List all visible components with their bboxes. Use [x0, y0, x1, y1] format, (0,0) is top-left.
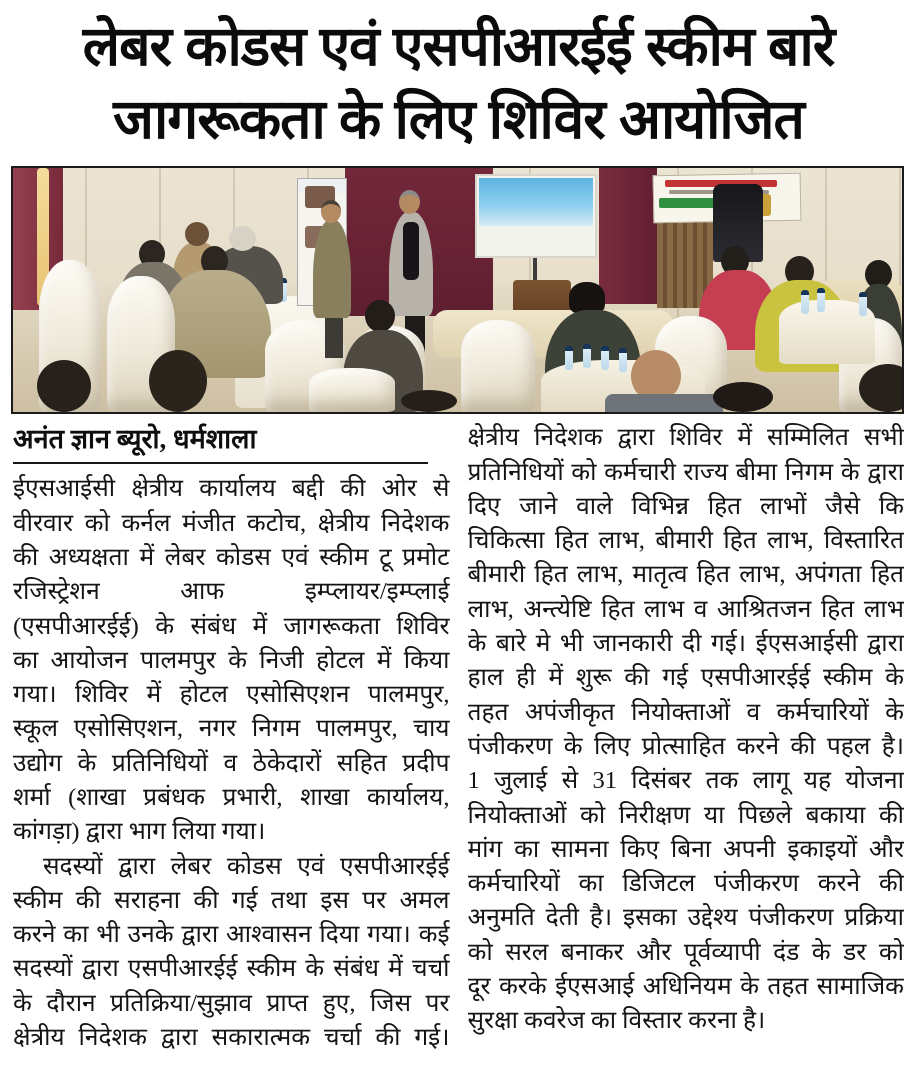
article-text-line: की अध्यक्षता में लेबर कोडस एवं स्कीम टू प्रमोट [13, 543, 450, 571]
newspaper-clipping [0, 10, 917, 1086]
article-left-text [13, 472, 450, 1055]
article-text-line: हाल ही में शुरू की गई एसपीआरईई स्कीम के [467, 664, 904, 692]
photo-chair [309, 368, 395, 412]
article-text-line: सदस्यों द्वारा लेबर कोडस एवं एसपीआरईई [43, 852, 450, 880]
article-text-line: करने का भी उनके द्वारा आश्वासन दिया गया। कई [13, 921, 450, 949]
headline [8, 10, 909, 156]
article-body [0, 414, 917, 1055]
article-text-line: क्षेत्रीय निदेशक द्वारा सकारात्मक चर्चा की गई। [13, 1024, 450, 1052]
photo-water-bottle [583, 344, 591, 368]
photo-water-bottle [619, 348, 627, 372]
article-left-column [13, 421, 450, 1055]
article-text-line: 1 जुलाई से 31 दिसंबर तक लागू यह योजना [467, 767, 904, 795]
photo-water-bottle [859, 292, 867, 316]
photo-foreground-head [713, 382, 773, 412]
photo-foreground-head [149, 350, 207, 412]
article-text-line: बीमारी हित लाभ, मातृत्व हित लाभ, अपंगता हित [467, 561, 904, 589]
photo-foreground-head [401, 390, 457, 412]
photo-screen-image [479, 178, 593, 226]
photo-water-bottle [817, 288, 825, 312]
article-text-line: कर्मचारियों का डिजिटल पंजीकरण करने की [467, 870, 904, 898]
article-text-line: का आयोजन पालमपुर के निजी होटल में किया [13, 646, 450, 674]
article-text-line: को सरल बनाकर और पूर्वव्यापी दंड के डर को [467, 938, 904, 966]
article-text-line: गया। शिविर में होटल एसोसिएशन पालमपुर, [13, 681, 450, 709]
photo-water-bottle [601, 346, 609, 370]
article-text-line: स्कीम की सराहना की गई तथा इस पर अमल [13, 886, 450, 914]
article-text-line: कांगड़ा) द्वारा भाग लिया गया। [13, 818, 266, 846]
photo-banner-green-box [659, 198, 717, 208]
article-text-line: तहत अपंजीकृत नियोक्ताओं व कर्मचारियों के [467, 698, 904, 726]
article-text-line: वीरवार को कर्नल मंजीत कटोच, क्षेत्रीय निदेशक [13, 509, 450, 537]
article-text-line: मांग का सामना किए बिना अपनी इकाइयों और [467, 835, 904, 863]
photo-wall-maroon-pillar [599, 168, 657, 304]
article-text-line: पंजीकरण के लिए प्रोत्साहित करने की पहल है। [467, 732, 904, 760]
byline: अनंत ज्ञान ब्यूरो, धर्मशाला [13, 424, 257, 455]
photo-foreground-shoulders [605, 394, 723, 412]
article-text-line: (एसपीआरईई) के संबंध में जागरूकता शिविर [13, 612, 450, 640]
headline-line-1: लेबर कोडस एवं एसपीआरईई स्कीम बारे [82, 15, 835, 77]
photo-speaker-khaki-vest [313, 220, 351, 318]
article-text-line: के बारे मे भी जानकारी दी गई। ईएसआईसी द्वारा [467, 630, 904, 658]
article-right-text [468, 421, 905, 1038]
photo-foreground-head [37, 360, 91, 412]
article-text-line: प्रतिनिधियों को कर्मचारी राज्य बीमा निगम के द्वारा [467, 458, 904, 486]
photo-speaker-legs [325, 314, 343, 358]
article-text-line: के दौरान प्रतिक्रिया/सुझाव प्राप्त हुए, जिस पर [13, 989, 450, 1017]
article-text-line: स्कूल एसोसिएशन, नगर निगम पालमपुर, चाय [13, 715, 450, 743]
article-text-line: रजिस्ट्रेशन आफ इम्प्लायर/इम्प्लाई [13, 578, 450, 606]
article-text-line: सुरक्षा कवरेज का विस्तार करना है। [467, 1007, 766, 1035]
photo-water-bottle [565, 346, 573, 370]
byline-rule [13, 462, 428, 464]
photo-water-bottle [801, 290, 809, 314]
article-text-line: क्षेत्रीय निदेशक द्वारा शिविर में सम्मिलित सभी [467, 424, 904, 452]
event-photo [11, 166, 904, 414]
headline-line-2: जागरूकता के लिए शिविर आयोजित [113, 88, 804, 151]
article-text-line: उद्योग के प्रतिनिधियों व ठेकेदारों सहित प्रदीप [13, 749, 450, 777]
article-text-line: चिकित्सा हित लाभ, बीमारी हित लाभ, विस्तारित [467, 527, 904, 555]
article-text-line: लाभ, अन्त्येष्टि हित लाभ व आश्रितजन हित लाभ [467, 595, 904, 623]
article-right-column [468, 421, 905, 1055]
article-text-line: सदस्यों द्वारा एसपीआरईई स्कीम के संबंध में चर्चा [13, 955, 450, 983]
photo-chair [461, 320, 535, 412]
article-text-line: अनुमति देती है। इसका उद्देश्य पंजीकरण प्रक्रिया [467, 904, 904, 932]
article-text-line: दिए जाने वाले विभिन्न हित लाभों जैसे कि [467, 492, 904, 520]
article-text-line: ईएसआईसी क्षेत्रीय कार्यालय बद्दी की ओर से [13, 475, 450, 503]
article-text-line: शर्मा (शाखा प्रबंधक प्रभारी, शाखा कार्यालय, [13, 784, 450, 811]
article-text-line: नियोक्ताओं को निरीक्षण या पिछले बकाया की [467, 801, 904, 829]
article-text-line: दूर करके ईएसआई अधिनियम के तहत सामाजिक [467, 973, 904, 1001]
photo-presenter-black-shirt [403, 222, 419, 280]
